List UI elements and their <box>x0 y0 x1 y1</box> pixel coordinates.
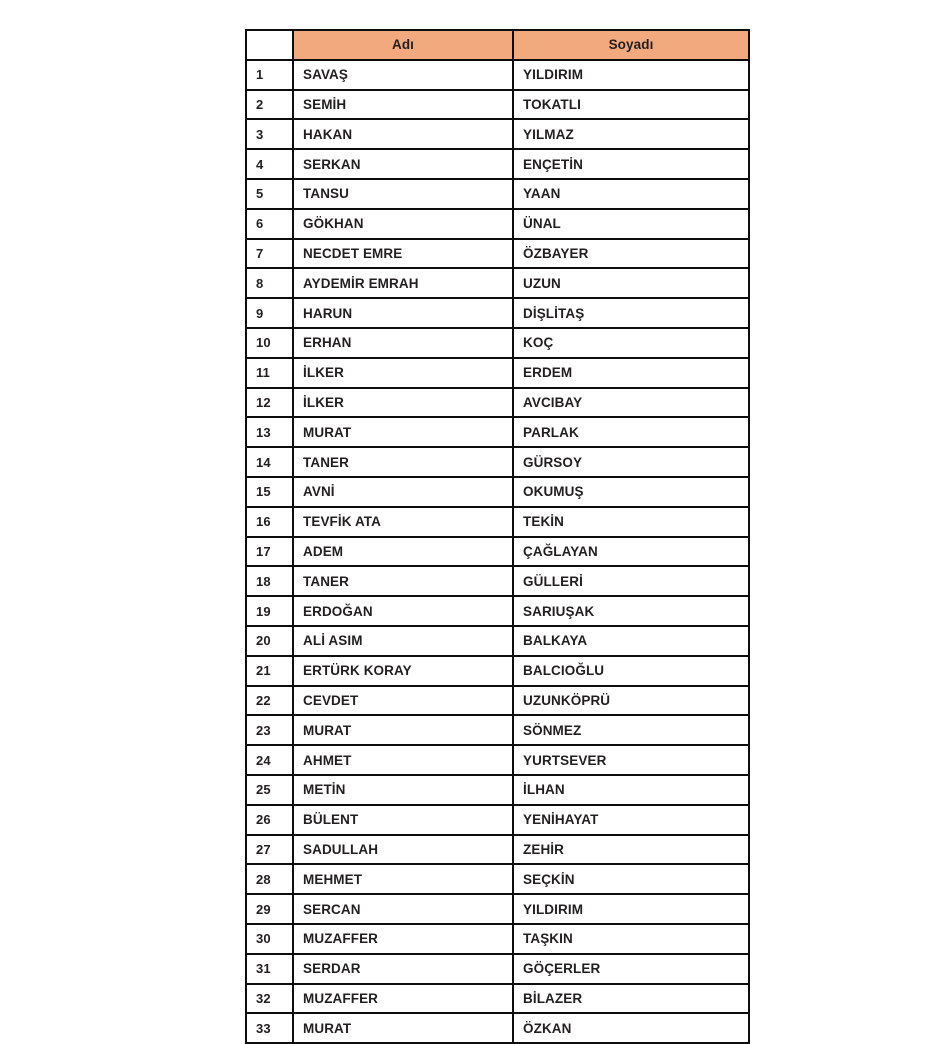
table-row <box>246 90 749 120</box>
table-row <box>246 358 749 388</box>
last-name-cell: BALCIOĞLU <box>513 656 749 686</box>
last-name-cell: YAAN <box>513 179 749 209</box>
last-name-cell: ÖZKAN <box>513 1013 749 1043</box>
last-name-cell: DİŞLİTAŞ <box>513 298 749 328</box>
first-name-cell: MUZAFFER <box>293 924 513 954</box>
table-row <box>246 328 749 358</box>
row-index-cell: 29 <box>246 894 293 924</box>
last-name-cell: AVCIBAY <box>513 388 749 418</box>
row-index-cell: 22 <box>246 686 293 716</box>
first-name-cell: METİN <box>293 775 513 805</box>
row-index-cell: 30 <box>246 924 293 954</box>
table-row <box>246 566 749 596</box>
table-row <box>246 835 749 865</box>
row-index-cell: 27 <box>246 835 293 865</box>
row-index-cell: 18 <box>246 566 293 596</box>
last-name-cell: GÜRSOY <box>513 447 749 477</box>
table-row <box>246 209 749 239</box>
first-name-cell: ERHAN <box>293 328 513 358</box>
first-name-cell: HAKAN <box>293 119 513 149</box>
last-name-cell: UZUN <box>513 268 749 298</box>
first-name-cell: SERKAN <box>293 149 513 179</box>
last-name-cell: YILDIRIM <box>513 60 749 90</box>
last-name-cell: TAŞKIN <box>513 924 749 954</box>
table-row <box>246 507 749 537</box>
row-index-cell: 17 <box>246 537 293 567</box>
first-name-cell: MURAT <box>293 1013 513 1043</box>
last-name-cell: ERDEM <box>513 358 749 388</box>
last-name-cell: SARIUŞAK <box>513 596 749 626</box>
first-name-cell: TANSU <box>293 179 513 209</box>
last-name-cell: PARLAK <box>513 417 749 447</box>
table-row <box>246 984 749 1014</box>
table-body <box>246 60 749 1043</box>
last-name-cell: BİLAZER <box>513 984 749 1014</box>
first-name-cell: ERTÜRK KORAY <box>293 656 513 686</box>
first-name-cell: SADULLAH <box>293 835 513 865</box>
last-name-cell: ÖZBAYER <box>513 239 749 269</box>
last-name-cell: SEÇKİN <box>513 864 749 894</box>
row-index-cell: 7 <box>246 239 293 269</box>
table-row <box>246 268 749 298</box>
table-row <box>246 656 749 686</box>
row-index-cell: 20 <box>246 626 293 656</box>
row-index-cell: 11 <box>246 358 293 388</box>
column-header-first-name: Adı <box>293 30 513 60</box>
first-name-cell: CEVDET <box>293 686 513 716</box>
row-index-cell: 14 <box>246 447 293 477</box>
table-row <box>246 924 749 954</box>
table-row <box>246 149 749 179</box>
table-row <box>246 388 749 418</box>
name-list-table-container <box>245 29 748 1044</box>
table-row <box>246 626 749 656</box>
table-row <box>246 477 749 507</box>
table-row <box>246 417 749 447</box>
last-name-cell: BALKAYA <box>513 626 749 656</box>
row-index-cell: 8 <box>246 268 293 298</box>
row-index-cell: 19 <box>246 596 293 626</box>
table-header <box>246 30 749 60</box>
table-row <box>246 119 749 149</box>
first-name-cell: TEVFİK ATA <box>293 507 513 537</box>
row-index-cell: 33 <box>246 1013 293 1043</box>
row-index-cell: 24 <box>246 745 293 775</box>
row-index-cell: 23 <box>246 715 293 745</box>
row-index-cell: 31 <box>246 954 293 984</box>
table-header-row <box>246 30 749 60</box>
first-name-cell: SERCAN <box>293 894 513 924</box>
table-row <box>246 447 749 477</box>
last-name-cell: OKUMUŞ <box>513 477 749 507</box>
first-name-cell: ALİ ASIM <box>293 626 513 656</box>
first-name-cell: İLKER <box>293 388 513 418</box>
table-row <box>246 298 749 328</box>
row-index-cell: 1 <box>246 60 293 90</box>
first-name-cell: ERDOĞAN <box>293 596 513 626</box>
row-index-cell: 9 <box>246 298 293 328</box>
last-name-cell: GÖÇERLER <box>513 954 749 984</box>
first-name-cell: AHMET <box>293 745 513 775</box>
row-index-cell: 21 <box>246 656 293 686</box>
column-header-last-name: Soyadı <box>513 30 749 60</box>
last-name-cell: ÇAĞLAYAN <box>513 537 749 567</box>
last-name-cell: YILMAZ <box>513 119 749 149</box>
first-name-cell: GÖKHAN <box>293 209 513 239</box>
last-name-cell: ENÇETİN <box>513 149 749 179</box>
table-row <box>246 715 749 745</box>
table-row <box>246 864 749 894</box>
table-row <box>246 894 749 924</box>
name-list-table <box>245 29 750 1044</box>
table-row <box>246 805 749 835</box>
row-index-cell: 5 <box>246 179 293 209</box>
first-name-cell: SAVAŞ <box>293 60 513 90</box>
row-index-cell: 16 <box>246 507 293 537</box>
table-row <box>246 745 749 775</box>
row-index-cell: 6 <box>246 209 293 239</box>
last-name-cell: İLHAN <box>513 775 749 805</box>
table-row <box>246 596 749 626</box>
last-name-cell: YURTSEVER <box>513 745 749 775</box>
first-name-cell: ADEM <box>293 537 513 567</box>
row-index-cell: 13 <box>246 417 293 447</box>
row-index-cell: 10 <box>246 328 293 358</box>
row-index-cell: 15 <box>246 477 293 507</box>
last-name-cell: SÖNMEZ <box>513 715 749 745</box>
table-row <box>246 179 749 209</box>
row-index-cell: 28 <box>246 864 293 894</box>
first-name-cell: NECDET EMRE <box>293 239 513 269</box>
first-name-cell: SERDAR <box>293 954 513 984</box>
table-row <box>246 60 749 90</box>
table-row <box>246 537 749 567</box>
first-name-cell: MUZAFFER <box>293 984 513 1014</box>
first-name-cell: BÜLENT <box>293 805 513 835</box>
first-name-cell: MEHMET <box>293 864 513 894</box>
last-name-cell: YENİHAYAT <box>513 805 749 835</box>
row-index-cell: 26 <box>246 805 293 835</box>
last-name-cell: ÜNAL <box>513 209 749 239</box>
table-row <box>246 686 749 716</box>
first-name-cell: AYDEMİR EMRAH <box>293 268 513 298</box>
first-name-cell: TANER <box>293 447 513 477</box>
last-name-cell: YILDIRIM <box>513 894 749 924</box>
row-index-cell: 32 <box>246 984 293 1014</box>
row-index-cell: 3 <box>246 119 293 149</box>
table-row <box>246 775 749 805</box>
last-name-cell: TOKATLI <box>513 90 749 120</box>
last-name-cell: UZUNKÖPRÜ <box>513 686 749 716</box>
last-name-cell: ZEHİR <box>513 835 749 865</box>
last-name-cell: TEKİN <box>513 507 749 537</box>
row-index-cell: 25 <box>246 775 293 805</box>
row-index-cell: 2 <box>246 90 293 120</box>
first-name-cell: AVNİ <box>293 477 513 507</box>
last-name-cell: KOÇ <box>513 328 749 358</box>
row-index-cell: 4 <box>246 149 293 179</box>
first-name-cell: MURAT <box>293 715 513 745</box>
last-name-cell: GÜLLERİ <box>513 566 749 596</box>
first-name-cell: HARUN <box>293 298 513 328</box>
first-name-cell: İLKER <box>293 358 513 388</box>
column-header-index <box>246 30 293 60</box>
table-row <box>246 954 749 984</box>
first-name-cell: MURAT <box>293 417 513 447</box>
row-index-cell: 12 <box>246 388 293 418</box>
first-name-cell: SEMİH <box>293 90 513 120</box>
first-name-cell: TANER <box>293 566 513 596</box>
table-row <box>246 239 749 269</box>
